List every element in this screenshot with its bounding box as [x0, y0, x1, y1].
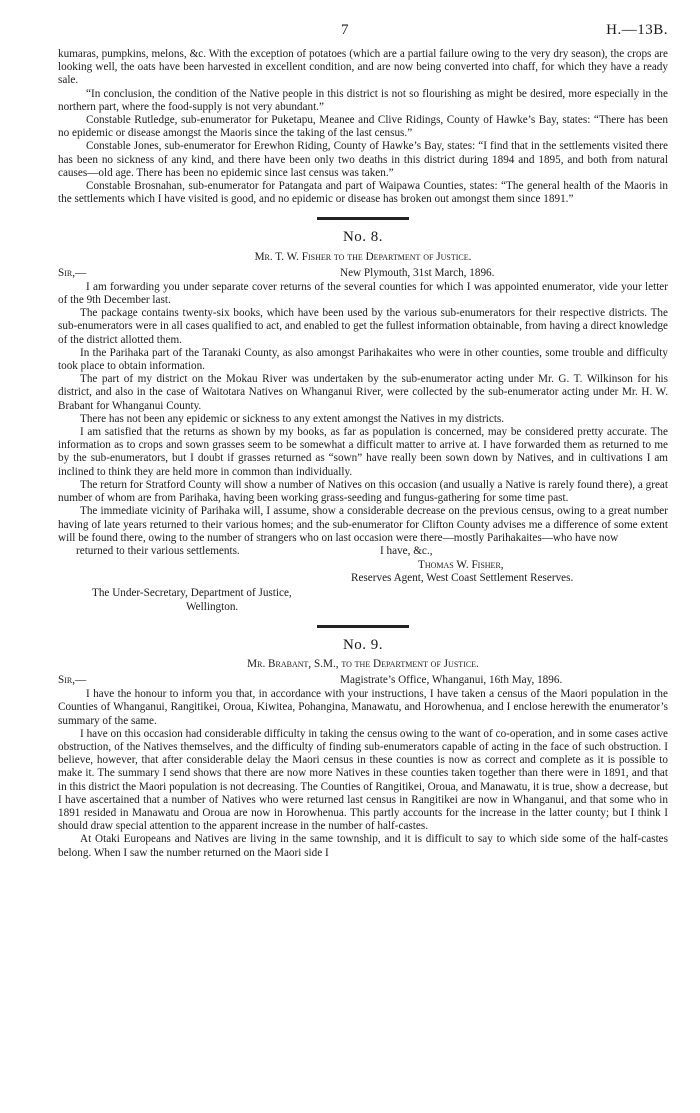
page-number: 7 [341, 22, 349, 38]
letter-8-paragraph: I am forwarding you under separate cover returns of the several counties for which I was appointed enumerator, vide your letter of the 9th December last. [58, 280, 668, 307]
intro-paragraph: “In conclusion, the condition of the Native people in this district is not so flourishing as might be desired, more especially in the northern part, where the food-supply is not very abundant.” [58, 87, 668, 113]
letter-8-paragraph: I am satisfied that the returns as shown by my books, as far as population is concerned, may be considered pretty accurate. The information as to crops and sown grasses seem to be somewhat a difficult matter to arrive at. I have forwarded them as returned to me by the sub-enumerators, but I doubt if grasses returned as “sown” have really been sown down by Natives, and in cultivations I am inclined to think they are held more in common than individually. [58, 426, 668, 478]
letter-8-paragraph: The package contains twenty-six books, which have been used by the various sub-enumerators for their respective districts. The sub-enumerators were in all cases qualified to act, and enabled to get the fullest information obtainable, from having a direct knowledge of the district allotted them. [58, 307, 668, 346]
letter-9-paragraph: I have the honour to inform you that, in accordance with your instructions, I have taken a census of the Maori population in the Counties of Whanganui, Rangitikei, Oroua, Kiwitea, Pohangina, Manawatu, and Horowhenua, and I enclose herewith the enumerator’s summary of the same. [58, 688, 668, 727]
letter-8-paragraph: The return for Stratford County will show a number of Natives on this occasion (and usually a Native is rarely found there), a great number of whom are from Parihaka, having been working grass-seeding and fungus-gathering for some time past. [58, 478, 668, 505]
letter-8-paragraph: There has not been any epidemic or sickness to any extent amongst the Natives in my districts. [80, 412, 505, 425]
document-code: H.—13B. [606, 22, 668, 38]
letter-8-closing-line [58, 545, 668, 559]
letter-8-paragraph: The immediate vicinity of Parihaka will, I assume, show a considerable decrease on the previous census, owing to a great number having of late years returned to their various homes; and the sub-enumerator for Clifton County advises me a difference of some extent will be found there, owing to the number of strangers who on last occasion were there—mostly Parihakaites—who have now [58, 505, 668, 544]
salutation: Sir,— [58, 674, 87, 687]
signature-title: Reserves Agent, West Coast Settlement Reserves. [351, 572, 574, 585]
document-page [58, 24, 668, 860]
letter-9-number: No. 9. [342, 636, 384, 653]
letter-9-paragraph: I have on this occasion had considerable difficulty in taking the census owing to the want of co-operation, and in some cases active obstruction, of the Natives themselves, and the difficulty of finding sub-enumerators capable of acting in the face of such obstruction. I believe, however, that after considerable delay the Maori census in these counties is now as correct and complete as it is possible to make it. The summary I send shows that there are now more Natives in these counties taken together than there were in 1891, and that in this district the Maori population is not decreasing. The Counties of Rangitikei, Oroua, and Manawatu, it is true, show a decrease, but I have ascertained that a number of Natives who were returned last census in Rangitikei are now in Whanganui, and that some who in 1891 resided in Manawatu and Oroua are now in Horowhenua. This partly accounts for the increase in the latter county; but I think I should draw special attention to the apparent increase in the number of half-castes. [58, 727, 668, 833]
address-city: Wellington. [186, 600, 239, 613]
place-date: Magistrate’s Office, Whanganui, 16th May, 1896. [340, 674, 563, 687]
place-date: New Plymouth, 31st March, 1896. [340, 266, 495, 279]
intro-paragraph: Constable Jones, sub-enumerator for Erewhon Riding, County of Hawke’s Bay, states: “I find that in the settlements visited there has been no sickness of any kind, and there have been only two deaths in this district during 1894 and 1895, and both from natural causes—old age. There has been no epidemic since last census was taken.” [58, 140, 668, 179]
letter-8-title: Mr. T. W. Fisher to the Department of Justice. [254, 250, 472, 263]
letter-9-paragraph: At Otaki Europeans and Natives are living in the same township, and it is difficult to say to which side some of the half-castes belong. When I saw the number returned on the Maori side I [58, 833, 668, 859]
paragraph-end: returned to their various settlements. [76, 544, 240, 557]
salutation: Sir,— [58, 266, 87, 279]
letter-8-number: No. 8. [342, 229, 384, 246]
intro-paragraph: Constable Rutledge, sub-enumerator for Puketapu, Meanee and Clive Ridings, County of Hawke’s Bay, states: “There has been no epidemic or disease amongst the Maoris since the taking of the last census.” [58, 114, 668, 140]
signature: Thomas W. Fisher, [418, 558, 504, 571]
letter-8-paragraph: In the Parihaka part of the Taranaki County, as also amongst Parihakaites who were in other counties, some trouble and difficulty took place to obtain information. [58, 346, 668, 373]
addressee: The Under-Secretary, Department of Justice, [92, 587, 292, 600]
letter-9-salutation-line [58, 674, 668, 688]
page-header [58, 24, 668, 48]
section-divider [317, 625, 409, 628]
intro-paragraph: Constable Brosnahan, sub-enumerator for Patangata and part of Waipawa Counties, states: “The general health of the Maoris in the settlements which I have visited is good, and no epidemic or disease has broken out amongst them since 1891.” [58, 180, 668, 206]
closing: I have, &c., [380, 544, 433, 557]
section-divider [317, 217, 409, 220]
intro-paragraph: kumaras, pumpkins, melons, &c. With the exception of potatoes (which are a partial failure owing to the very dry season), the crops are looking well, the oats have been harvested in excellent condition, and are now being converted into chaff, for which they have a ready sale. [58, 48, 668, 87]
letter-9-title: Mr. Brabant, S.M., to the Department of Justice. [247, 657, 479, 670]
letter-8-salutation-line [58, 267, 668, 281]
letter-8-paragraph: The part of my district on the Mokau River was undertaken by the sub-enumerator acting under Mr. G. T. Wilkinson for his district, and also in the case of Waitotara Natives on Whanganui River, were collected by the sub-enumerator acting under Mr. H. W. Brabant for Whanganui County. [58, 373, 668, 412]
